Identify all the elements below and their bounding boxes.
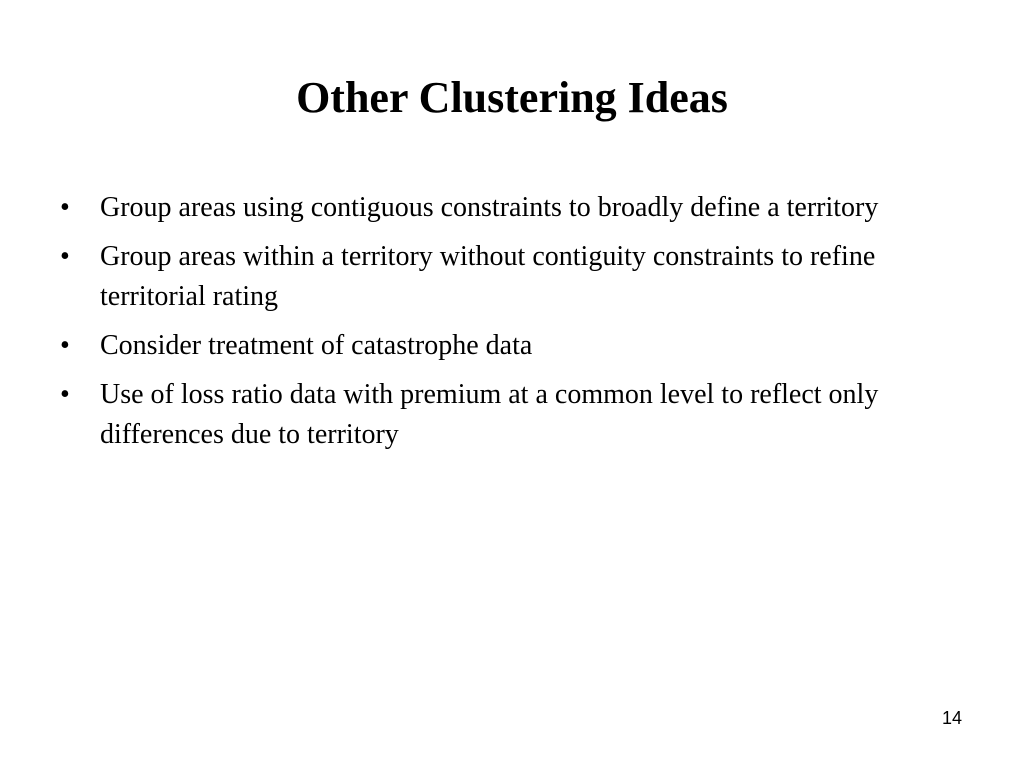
slide-title: Other Clustering Ideas (296, 73, 728, 122)
bullet-item (60, 375, 980, 455)
bullet-item (60, 237, 980, 317)
bullet-text: Consider treatment of catastrophe data (100, 330, 533, 361)
bullet-item (60, 326, 980, 366)
bullet-text: Group areas using contiguous constraints to broadly define a territory (100, 192, 879, 223)
bullet-marker: • (60, 192, 70, 223)
bullet-item (60, 188, 980, 228)
bullet-marker: • (60, 379, 70, 410)
bullet-marker: • (60, 241, 70, 272)
slide-number: 14 (941, 708, 962, 728)
bullet-marker: • (60, 330, 70, 361)
bullet-list (60, 188, 980, 464)
bullet-text: Use of loss ratio data with premium at a common level to reflect only differences due to territory (100, 379, 879, 450)
bullet-text: Group areas within a territory without contiguity constraints to refine territorial rating (100, 241, 876, 312)
